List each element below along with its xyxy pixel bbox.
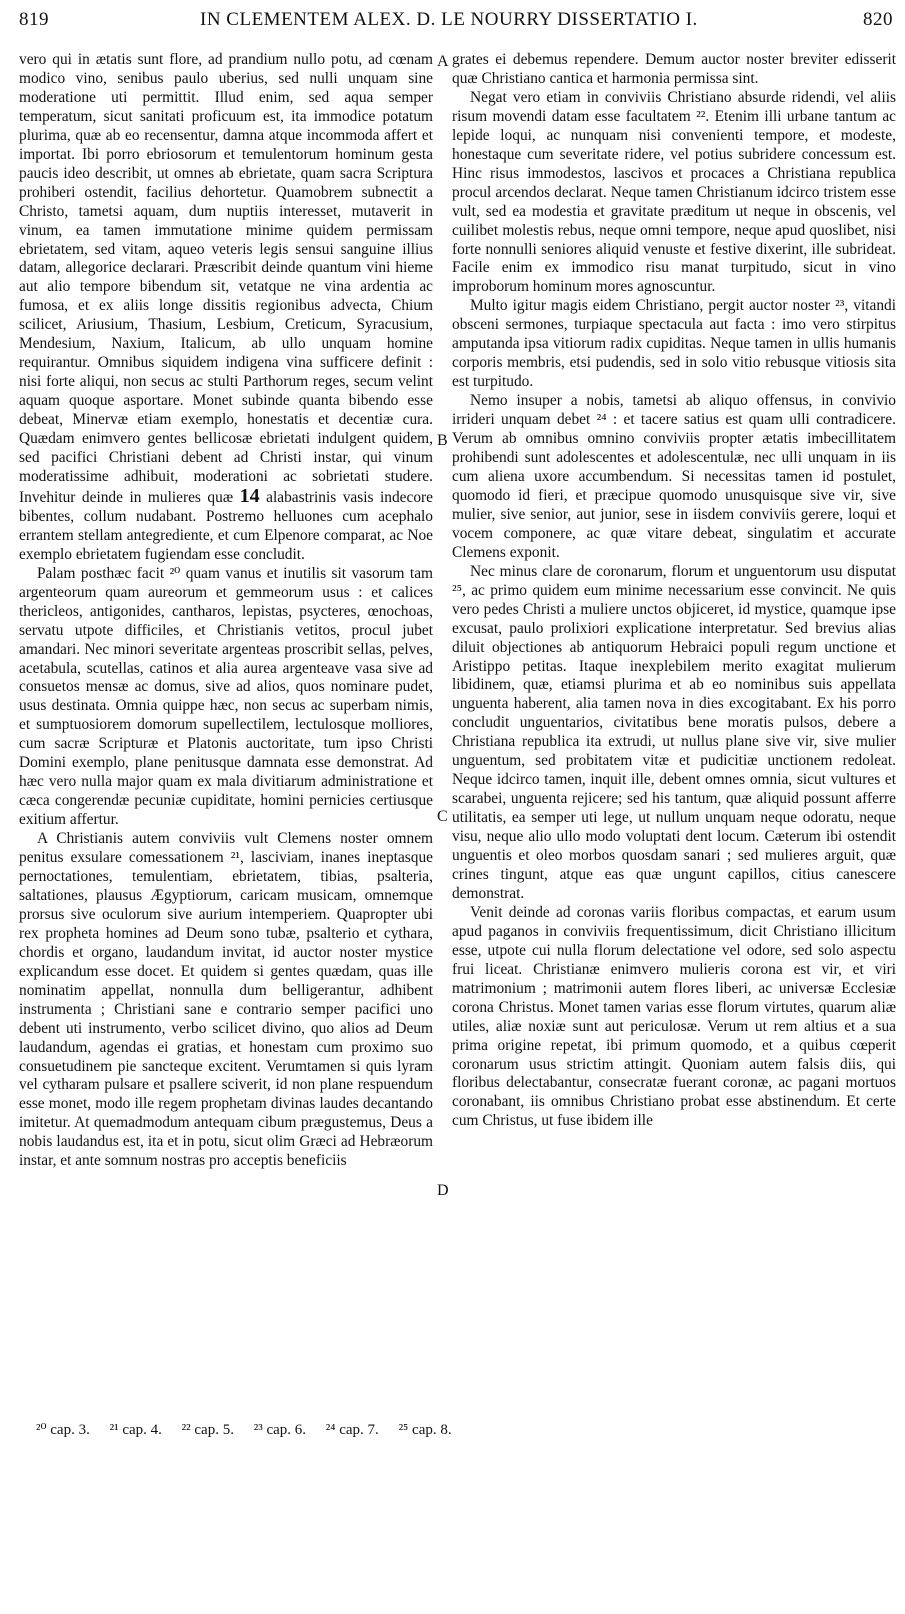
page-number-left: 819	[19, 9, 49, 30]
footnote: ²² cap. 5.	[181, 1422, 234, 1438]
paragraph: Venit deinde ad coronas variis floribus compactas, et earum usum apud paganos in conviviis frequentissimum, dicit Christiano illicitum esse, utpote cui nulla florum delectatione vel odore, sed solo aspectu frui liceat. Christianæ enimvero mulieris corona est vir, et viri matrimonium ; matrimonii autem flores liberi, ac universæ Ecclesiæ corona Christus. Monet tamen varias esse florum virtutes, quarum aliæ utiles, aliæ noxiæ sunt aut periculosæ. Verum ut rem altius et a sua prima origine repetat, ibi primum quomodo, et a quibus cœperit coronarum usus strictim attingit. Quoniam autem falsis diis, qui floribus delectabantur, consecratæ fuerant coronæ, ac pagani mortuos coronabant, iis omnibus Christiano probat esse abstinendum. Et certe cum Christus, ut fuse ibidem ille	[452, 903, 896, 1130]
inline-page-mark: 14	[239, 484, 260, 507]
paragraph: Nec minus clare de coronarum, florum et unguentorum usu disputat ²⁵, ac primo quidem eum minime necessarium esse convincit. Ne quis vero pedes Christi a muliere unctos objiceret, id mystice, quamque ipse excusat, paulo prolixiori explicatione interpretatur. Sed brevius alias diluit objectiones ab antiquorum Hebraici populi regum unctione et Aristippo petitas. Itaque inexplebilem merito exagitat mulierum libidinem, quæ, etiamsi plurima et ab eo nominibus suis appellata unguenta haberent, alia tamen nova in dies excogitabant. Ex his porro concludit unguentarios, civitatibus bene moratis pulsos, debere a Christiana republica ita extrudi, ut nullus plane sive vir, sive mulier unguentum, sed probitatem vitæ et pudicitiæ unctionem redoleat. Neque idcirco tamen, inquit ille, debent omnes omnia, sicut vultures et scarabei, unguenta rejicere; sed his tantum, quæ aliquid possunt afferre utilitatis, ea semper uti lege, ut nullum unquam neque odoratu, neque visu, neque alio ullo modo voluptati dent locum. Cæterum ibi ostendit unguentis et oleo morbos quosdam sanari ; sed mulieres arguit, quæ crines tingunt, atque eas quæ ungunt capillos, citius canescere demonstrat.	[452, 562, 896, 902]
paragraph: A Christianis autem conviviis vult Clemens noster omnem penitus exsulare comessationem ²¹, lasciviam, inanes ineptasque pernoctationes, temulentiam, ebrietatem, tibias, psalteria, saltationes, plausus Ægyptiorum, caricam musicam, omnemque prorsus sive oculorum sive aurium intemperiem. Quapropter ubi rex propheta homines ad Deum sono tubæ, psalterio et cythara, chordis et organo, laudandum invitat, id auctor noster mystice explicandum esse docet. Et quidem si gentes quædam, quas ille nominatim appellat, nonnulla dum belligerantur, adhibent instrumenta ; Christiani sane e contrario semper pacifici uno debent uti instrumento, verbo scilicet divino, quo alios ad Deum laudandum, agendas ei gratias, et honestam cum proximo suo consuetudinem pie sancteque excitent. Verumtamen si quis lyram vel cytharam pulsare et psallere sciverit, id non plane respuendum esse monet, modo ille regem prophetam divinas laudes decantando imitetur. At quemadmodum antequam cibum prægustemus, Deus a nobis laudandus est, ita et in potu, sicut olim Græci ad Hebræorum instar, et ante somnum nostras pro acceptis beneficiis	[19, 830, 433, 1170]
paragraph: grates ei debemus rependere. Demum auctor noster breviter edisserit quæ Christiano cantica et harmonia permissa sint.	[452, 51, 896, 87]
page-number-right: 820	[863, 9, 893, 30]
right-column	[452, 51, 896, 1131]
footnote: ²³ cap. 6.	[253, 1422, 307, 1438]
paragraph: Multo igitur magis eidem Christiano, pergit auctor noster ²³, vitandi obsceni sermones, turpiaque spectacula aut facta : imo vero stirpitus amputanda ipsa vitiorum radix cupiditas. Neque tamen in ullis humanis corporis membris, etsi pudendis, sed in solo vitio rebusque vitiosis sita est turpitudo.	[452, 297, 896, 391]
paragraph: Negat vero etiam in conviviis Christiano absurde ridendi, vel aliis risum movendi datam esse facultatem ²². Etenim illi urbane tantum ac lepide loqui, ac nunquam nisi convenienti tempore, et modeste, honestaque cum severitate ridere, vel potius subridere concessum est. Hinc risus immodestos, lascivos et procaces a Christiana republica procul arcendos declarat. Neque tamen Christianum idcirco tristem esse vult, sed ea modestia et gravitate præditum ut neque in obscenis, vel cuilibet molestis rebus, neque omni tempore, neque apud quoslibet, nisi forte nonnulli seniores aliquid venuste et festive dixerint, ille subrideat. Facile enim ex immodico risu manat turpitudo, sicut in vino improborum hominum mores agnoscuntur.	[452, 88, 896, 296]
left-column	[19, 51, 433, 1171]
paragraph	[19, 51, 433, 565]
paragraph: Palam posthæc facit ²⁰ quam vanus et inutilis sit vasorum tam argenteorum quam aureorum et gemmeorum usus : et calices thericleos, antigonides, cantharos, lepistas, psycteres, œnochoas, servatu utpote difficiles, et Christianis vetitos, procul jubet amandari. Nec minori severitate argenteas proscribit sellas, pelves, acetabula, scutellas, catinos et alia aurea argenteave vasa sive ad consuetos mensæ ac domus, sive ad alios, quos nominare pudet, usus destinata. Omnia quippe hæc, non secus ac superbam nimis, et sumptuosiorem domorum supellectilem, lectulosque molliores, cum sacræ Scripturæ et Platonis auctoritate, tum ipso Christi Domini exemplo, plane penitusque damnata esse demonstrat. Ad hæc vero nulla major quam ex mala divitiarum administratione et cæca congerendæ pecuniæ cupiditate, homini pernicies certiusque exitium affertur.	[19, 564, 433, 829]
footnote: ²⁰ cap. 3.	[36, 1422, 90, 1438]
footnote: ²⁵ cap. 8.	[398, 1422, 452, 1438]
footnotes	[36, 1420, 468, 1439]
footnote: ²¹ cap. 4.	[109, 1422, 162, 1438]
running-header-title: IN CLEMENTEM ALEX. D. LE NOURRY DISSERTATIO I.	[200, 9, 698, 30]
margin-marker-c: C	[437, 808, 448, 825]
paragraph: Nemo insuper a nobis, tametsi ab aliquo offensus, in convivio irrideri unquam debet ²⁴ : et tacere satius est quam ulli contradicere. Verum ab omnibus omnino conviviis propter ætatis imbecillitatem prohibendi sunt adolescentes et adolescentulæ, nec ulli unquam in iis cum aliena uxore accumbendum. Si necessitas tamen id postulet, quomodo id fieri, et præcipue quomodo unusquisque sive vir, sive mulier, sive senior, aut junior, sese in iisdem conviviis gerere, loqui et vocem componere, ac quæ vitare debeat, singulatim et accurate Clemens exponit.	[452, 392, 896, 561]
footnote: ²⁴ cap. 7.	[325, 1422, 379, 1438]
margin-marker-b: B	[437, 432, 448, 449]
paragraph-text: alabastrinis vasis indecore bibentes, collum nudabant. Postremo helluones cum acephalo errantem stellam antegrediente, et cum Elpenore comparat, ac Noe exemplo ebrietatem fugiendam esse concludit.	[19, 488, 433, 563]
paragraph-text: vero qui in ætatis sunt flore, ad prandium nullo potu, ad cœnam modico vino, senibus paulo uberius, sed nulli unquam sine moderatione uti permittit. Illud enim, sed aqua semper temperatum, sicut sanitati proficuum est, ita immodice potatum plurima, quæ ab eo recensentur, damna atque incommoda affert et importat. Ibi porro ebriosorum et temulentorum hominum gesta paucis ideo describit, ut omnes ab ebrietate, quam sacra Scriptura prohiberi ostendit, facilius dehortetur. Quamobrem subnectit a Christo, tametsi aquam, dum nuptiis interesset, mutaverit in vinum, ea tamen immutatione minime quidem permissam ebrietatem, sed vitam, aqueo veteris legis sensui sanguine illius datam, allegorice declarari. Præscribit deinde quantum vini hieme aut alio tempore bibendum sit, vetatque ne vina ardentia ac fumosa, et ex aliis longe dissitis regionibus advecta, Chium scilicet, Ariusium, Thasium, Lesbium, Creticum, Syracusium, Mendesium, Naxium, Italicum, ab ullo unquam homine requirantur. Omnibus siquidem indigena vina sufficere definit : nisi forte aliqui, non secus ac stulti Parthorum reges, secum velint aquam quoque asportare. Monet subinde quanta bibendo esse debeat, Minervæ etiam exemplo, honestatis et decentiæ cura. Quædam enimvero gentes bellicosæ ebrietati indulgent quidem, sed pacifici Christiani debent ad Christi instar, qui vinum moderatissime adhibuit, moderationi ac sobrietati studere. Invehitur deinde in mulieres quæ	[19, 51, 433, 506]
margin-marker-a: A	[437, 53, 449, 70]
margin-marker-d: D	[437, 1182, 449, 1199]
